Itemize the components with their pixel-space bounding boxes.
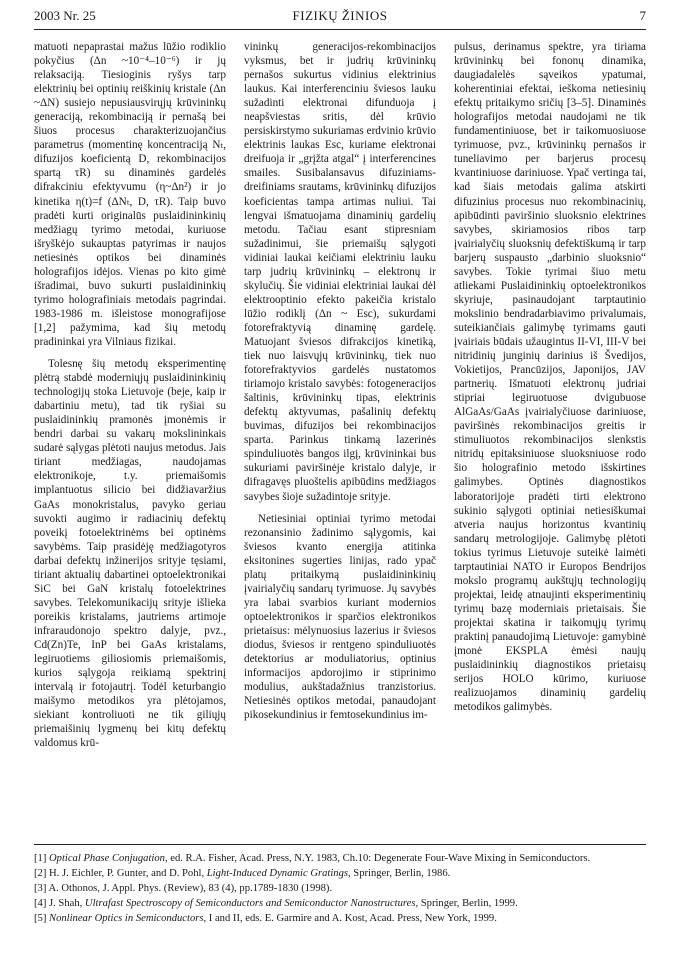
paragraph: matuoti nepaprastai mažus lūžio rodiklio pokyčius (Δn ~10⁻⁴–10⁻⁶) ir jų relaksaciją. Tiesioginis ryšys tarp elektrinių bei optinių reiškinių kristale (Δn ~ΔN) susiejo nepusiausvirųjų krūvininkų generaciją, rekombinaciją ir pernašą bei šiuos procesus charakterizuojančius parametrus (momentinę koncentraciją Nₜ, difuzijos koeficientą D, rekombinacijos spartą τR) su dinaminės gardelės difrakciniu efektyvumu (η~Δn²) ir jo kinetika η(t)=f (ΔNₜ, D, τR). Taip buvo pradėti kurti originalūs puslaidininkinių medžiagų tyrimo metodai, kuriuose išryškėjo sukauptas patyrimas ir naujos netiesinės optikos bei dinaminės holografijos idėjos. Vienas po kito gimė išradimai, buvo sukurti puslaidininkių tyrimo holografiniais metodais pagrindai. 1983-1986 m. išleistose monografijose [1,2] pažymima, kad šių metodų pradininkai yra Vilniaus fizikai. bbox=[34, 41, 226, 348]
footnote-text: , ed. R.A. Fisher, Acad. Press, N.Y. 1983, Ch.10: Degenerate Four-Wave Mixing in Semiconductors. bbox=[164, 853, 591, 864]
footnote bbox=[34, 866, 646, 881]
footnote bbox=[34, 851, 646, 866]
footnote-title: Optical Phase Conjugation bbox=[49, 853, 165, 864]
issue-label: 2003 Nr. 25 bbox=[34, 8, 96, 23]
text-column-3 bbox=[454, 40, 646, 714]
footnote-number: [1] bbox=[34, 853, 47, 864]
footnote-text: A. Othonos, J. Appl. Phys. (Review), 83 (4), pp.1789-1830 (1998). bbox=[48, 883, 333, 894]
journal-title: FIZIKŲ ŽINIOS bbox=[292, 8, 388, 23]
footnote bbox=[34, 896, 646, 911]
footnote-authors: J. Shah, bbox=[49, 898, 85, 909]
footnote-text: , Springer, Berlin, 1986. bbox=[348, 868, 451, 879]
footnote-text: , I and II, eds. E. Garmire and A. Kost, Acad. Press, New York, 1999. bbox=[203, 913, 497, 924]
header-rule bbox=[34, 29, 646, 30]
page-number: 7 bbox=[639, 8, 646, 23]
paragraph: vininkų generacijos-rekombinacijos vyksmus, bet ir judrių krūvininkų pernašos sukurtus vidinius elektrinius laukus. Kai interferenciniu šviesos lauku sužadinti elektronai difunduoja į neapšviestas sritis, dėl krūvio persiskirstymo sukuriamas erdvinio krūvio elektrinis laukas Esc, kuriame elektronai dreifuoja ir „grįžta atgal“ į interferencines smailes. Susibalansavus difuziniams-dreifiniams srautams, krūvininkų difuzijos koeficientas tampa artimas nuliui. Tai lengvai išmatuojama dinaminių gardelių metodu. Tačiau esant stipresniam sužadinimui, šie priemaišų sąlygoti vidiniai laukai keičiami elektriniu lauku tarp judrių krūvininkų – elektronų ir skylučių. Šie vidiniai elektriniai laukai dėl elektrooptinio efekto pakeičia kristalo lūžio rodiklį (Δn ~ Esc), sukurdami fotorefraktyvią dinaminę gardelę. Matuojant šviesos difrakcijos kinetiką, tiek nuo laisvųjų krūvininkų, tiek nuo fotorefraktyvios gardelės nustatomos tiriamojo kristalo savybės: fotogeneracijos šaltinis, krūvininkų tipas, elektrinis defektų aktyvumas, pašalinių defektų buvimas, difuzijos bei rekombinacijos sparta. Parinkus tinkamą lazerinės spinduliuotės bangos ilgį, krūvininkai bus sukuriami paviršinėje kristalo dalyje, ir difragavęs pluoštelis apibūdins medžiagos savybes šioje sužadintoje srityje. bbox=[244, 41, 436, 503]
footnote-title: Light-Induced Dynamic Gratings bbox=[206, 868, 348, 879]
paragraph: Tolesnę šių metodų eksperimentinę plėtrą stabdė moderniųjų puslaidininkinių technologijų stoka Lietuvoje (beje, kaip ir dabartiniu metu), tad tik ryšiai su puslaidininkių pramonės įmonėmis ir bendri darbai su vakarų mokslininkais sudarė sąlygas plėtoti naujus metodus. Jais tiriant medžiagas, naudojamas elektronikoje, t.y. priemaišomis implantuotus silicio bei didžiavaržius GaAs monokristalus, pavyko geriau suvokti augimo ir radiacinių defektų poveikį fotoelektrinėms bei optinėms savybėms. Taip prasidėję medžiagotyros darbai defektų inžinerijos srityje tęsiami, tiriant aktualių dabartinei optoelektronikai SiC bei GaN kristalų fotoelektrines savybes. Telekomunikacijų srityje išlieka poreikis kristalams, jautriems artimoje infraraudonojo spektro dalyje, pvz., Cd(Zn)Te, InP bei GaAs kristalams, legiruotiems giliosiomis priemaišomis, kurios sąlygoja reikiamą spektrinį intervalą ir fotojautrį. Todėl keturbangio maišymo metodikos yra plėtojamos, siekiant kontroliuoti ne tik giliųjų priemaišinių lygmenų bei kitų defektų valdomus krū- bbox=[34, 358, 226, 750]
page-header bbox=[34, 6, 646, 26]
paragraph: pulsus, derinamus spektre, yra tiriama krūvininkų bei fononų dinamika, daugiadalelės sąveikos ypatumai, koherentiniai efektai, ieškoma netiesinių efektų pritaikymo sričių [3–5]. Dinaminės holografijos metodai naudojami ne tik fundamentiniuose, bet ir taikomuosiuose tyrimuose, pvz., krūvininkų pernašos ir tuneliavimo per barjerus procesų kvantiniuose dariniuose. Ypač vertinga tai, kad šiais metodais galima atskirti difuzinius procesus nuo rekombinacinių, apibūdinti paviršinio sluoksnio elektrines savybes, skiriamosios ribos tarp įvairialyčių sluoksnių defektiškumą ir tarp barjerų suspausto „darbinio sluoksnio“ savybes. Tokie tyrimai šiuo metu atliekami Puslaidininkių optoelektronikos skyriuje, pasinaudojant tarptautinio mokslinio bendradarbiavimo privalumais, suteikiančiais galimybę tyrimams gauti įvairiais būdais užaugintus II-VI, III-V bei nitridinių junginių darinius iš Švedijos, Vokietijos, Prancūzijos, Japonijos, JAV partnerių. Išmatuoti elektronų judriai stipriai legiruotuose dvigubuose AlGaAs/GaAs įvairialyčiuose dariniuose, paviršinės rekombinacijos greitis ir stimuliuotos rekombinacijos slenkstis nitridų epitaksiniuose sluoksniuose rodo šio holografinio metodo išskirtines galimybes. Optinės diagnostikos laboratorijoje pradėti tirti elektrono sukinio sąlygoti optiniai netiesiškumai atveria naujus horizontus kvantinių sandarų metrologijoje. Galimybę plėtoti tokius tyrimus Lietuvoje suteikė laimėti tarptautiniai NATO ir Europos Bendrijos mokslo programų aukštųjų technologijų projektai, leidę atnaujinti eksperimentinių tyrimų bazę moderniais prietaisais. Šie projektai skatina ir taikomųjų tyrimų praktinį panaudojimą Lietuvoje: gamybinė įmonė EKSPLA ėmėsi naujų puslaidininkių diagnostikos prietaisų serijos HOLO kūrimo, kuriuose realizuojamos dinaminių gardelių metodikos galimybės. bbox=[454, 41, 646, 714]
footnote-text: , Springer, Berlin, 1999. bbox=[415, 898, 518, 909]
footnote-number: [5] bbox=[34, 913, 47, 924]
text-column-2 bbox=[244, 40, 436, 722]
footnote-number: [3] bbox=[34, 883, 47, 894]
paragraph: Netiesiniai optiniai tyrimo metodai rezonansinio žadinimo sąlygomis, kai šviesos kvanto energija atitinka eksitonines sugerties linijas, rado ypač platų pritaikymą puslaidininkinių įvairialyčių sandarų tyrimuose. Jų savybės yra labai svarbios kuriant modernios optoelektronikos ir sparčios elektronikos prietaisus: mėlynuosius lazerius ir šviesos diodus, šviesos ir rentgeno spinduliuotės detektorius ar moduliatorius, optinius informacijos apdorojimo ir stiprinimo modulius, aukštadažnius tranzistorius. Netiesinės optikos metodai, panaudojant pikosekundinius ir femtosekundinius im- bbox=[244, 512, 436, 722]
footnotes bbox=[34, 851, 646, 926]
footnote-number: [2] bbox=[34, 868, 47, 879]
footnote-authors: H. J. Eichler, P. Gunter, and D. Pohl, bbox=[49, 868, 207, 879]
footnote-title: Nonlinear Optics in Semiconductors bbox=[49, 913, 204, 924]
footnote bbox=[34, 881, 646, 896]
footnote bbox=[34, 911, 646, 926]
footnote-rule bbox=[34, 844, 646, 845]
footnote-title: Ultrafast Spectroscopy of Semiconductors and Semiconductor Nanostructures bbox=[84, 898, 416, 909]
text-column-1 bbox=[34, 40, 226, 750]
footnote-number: [4] bbox=[34, 898, 47, 909]
